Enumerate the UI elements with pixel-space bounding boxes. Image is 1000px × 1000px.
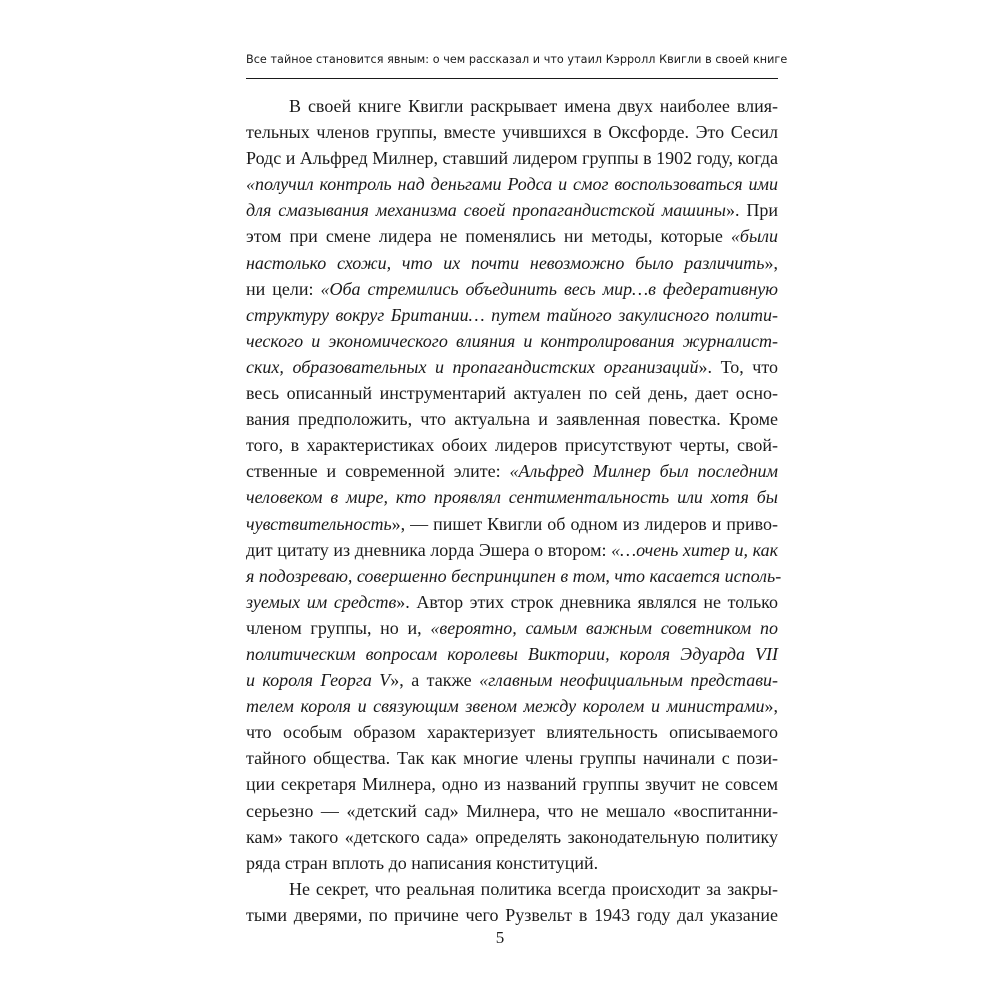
- italic-quote-segment: человеком в мире, кто проявлял сентиментальность или хотя бы: [246, 487, 778, 508]
- text-line: [246, 171, 778, 197]
- text-segment: ни цели:: [246, 278, 321, 299]
- text-line: [246, 406, 778, 432]
- text-line: [246, 798, 778, 824]
- text-line: [246, 537, 778, 563]
- italic-quote-segment: зуемых им средств: [246, 591, 397, 612]
- text-line: [246, 119, 778, 145]
- italic-quote-segment: телем короля и связующим звеном между королем и министрами: [246, 696, 765, 717]
- text-line: [246, 458, 778, 484]
- text-segment: ». Автор этих строк дневника являлся не только: [396, 591, 778, 612]
- text-segment: вания предположить, что актуальна и заявленная повестка. Кроме: [246, 409, 778, 430]
- italic-quote-segment: структуру вокруг Британии… путем тайного закулисного полити-: [246, 304, 778, 325]
- text-segment: », а также: [390, 670, 480, 691]
- page-number: 5: [495, 928, 505, 947]
- text-line: [246, 615, 778, 641]
- italic-quote-segment: для смазывания механизма своей пропагандистской машины: [246, 200, 726, 221]
- text-line: [246, 250, 778, 276]
- italic-quote-segment: «получил контроль над деньгами Родса и смог воспользоваться ими: [246, 174, 778, 195]
- text-segment: », — пишет Квигли об одном из лидеров и приво-: [391, 513, 778, 534]
- italic-quote-segment: ских, образовательных и пропагандистских организаций: [246, 356, 699, 377]
- italic-quote-segment: ческого и экономического влияния и контролирования журналист-: [246, 330, 778, 351]
- text-line: [246, 771, 778, 797]
- text-segment: ственные и современной элите:: [246, 461, 510, 482]
- text-line: [246, 902, 778, 928]
- text-segment: ». При: [725, 200, 778, 221]
- text-line: [246, 276, 778, 302]
- text-segment: тыми дверями, по причине чего Рузвельт в 1943 году дал указание: [246, 904, 778, 925]
- text-segment: »,: [764, 252, 778, 273]
- text-segment: что особым образом характеризует влиятельность описываемого: [246, 722, 778, 743]
- text-segment: тайного общества. Так как многие члены группы начинали с пози-: [246, 748, 778, 769]
- text-line: [246, 223, 778, 249]
- italic-quote-segment: и короля Георга V: [246, 670, 391, 691]
- italic-quote-segment: политическим вопросам королевы Виктории, короля Эдуарда VII: [246, 643, 778, 664]
- text-line: [246, 719, 778, 745]
- italic-quote-segment: «главным неофициальным представи-: [479, 670, 779, 691]
- text-segment: членом группы, но и,: [246, 617, 431, 638]
- text-segment: серьезно — «детский сад» Милнера, что не мешало «воспитанни-: [246, 800, 778, 821]
- text-segment: этом при смене лидера не поменялись ни методы, которые: [246, 226, 731, 247]
- text-line: [246, 93, 778, 119]
- text-segment: ряда стран вплоть до написания конституций.: [246, 852, 599, 873]
- text-line: [246, 641, 778, 667]
- text-line: [246, 145, 778, 171]
- header-rule: [246, 78, 778, 79]
- text-segment: тельных членов группы, вместе учившихся в Оксфорде. Это Сесил: [246, 122, 778, 143]
- text-line: [246, 745, 778, 771]
- text-line: [246, 876, 778, 902]
- italic-quote-segment: настолько схожи, что их почти невозможно было различить: [246, 252, 765, 273]
- text-line: [246, 328, 778, 354]
- text-line: [246, 511, 778, 537]
- text-line: [246, 850, 778, 876]
- text-line: [246, 197, 778, 223]
- text-segment: дит цитату из дневника лорда Эшера о втором:: [246, 539, 612, 560]
- text-line: [246, 563, 782, 589]
- text-line: [246, 693, 778, 719]
- italic-quote-segment: «Оба стремились объединить весь мир…в федеративную: [320, 278, 778, 299]
- text-line: [246, 302, 778, 328]
- body-text: [246, 93, 782, 928]
- text-segment: В своей книге Квигли раскрывает имена двух наиболее влия-: [289, 96, 778, 116]
- running-header: Все тайное становится явным: о чем рассказал и что утаил Кэрролл Квигли в своей книге: [246, 53, 788, 66]
- text-segment: весь описанный инструментарий актуален по сей день, дает осно-: [246, 383, 778, 404]
- italic-quote-segment: «…очень хитер и, как: [611, 539, 778, 560]
- text-segment: Не секрет, что реальная политика всегда происходит за закры-: [289, 878, 778, 899]
- text-line: [246, 824, 778, 850]
- text-segment: »,: [764, 696, 778, 717]
- text-line: [246, 484, 778, 510]
- text-line: [246, 354, 778, 380]
- italic-quote-segment: я подозреваю, совершенно беспринципен в том, что касается исполь-: [246, 565, 782, 586]
- text-segment: ции секретаря Милнера, одно из названий группы звучит не совсем: [246, 774, 778, 795]
- italic-quote-segment: «Альфред Милнер был последним: [509, 461, 778, 482]
- text-segment: кам» такого «детского сада» определять законодательную политику: [246, 826, 778, 847]
- text-line: [246, 432, 778, 458]
- text-line: [246, 589, 778, 615]
- text-line: [246, 380, 778, 406]
- text-segment: ». То, что: [698, 356, 778, 377]
- text-segment: того, в характеристиках обоих лидеров присутствуют черты, свой-: [246, 435, 778, 456]
- italic-quote-segment: «были: [730, 226, 778, 247]
- text-segment: Родс и Альфред Милнер, ставший лидером группы в 1902 году, когда: [246, 148, 778, 169]
- text-line: [246, 667, 778, 693]
- italic-quote-segment: «вероятно, самым важным советником по: [430, 617, 778, 638]
- italic-quote-segment: чувствительность: [246, 513, 392, 534]
